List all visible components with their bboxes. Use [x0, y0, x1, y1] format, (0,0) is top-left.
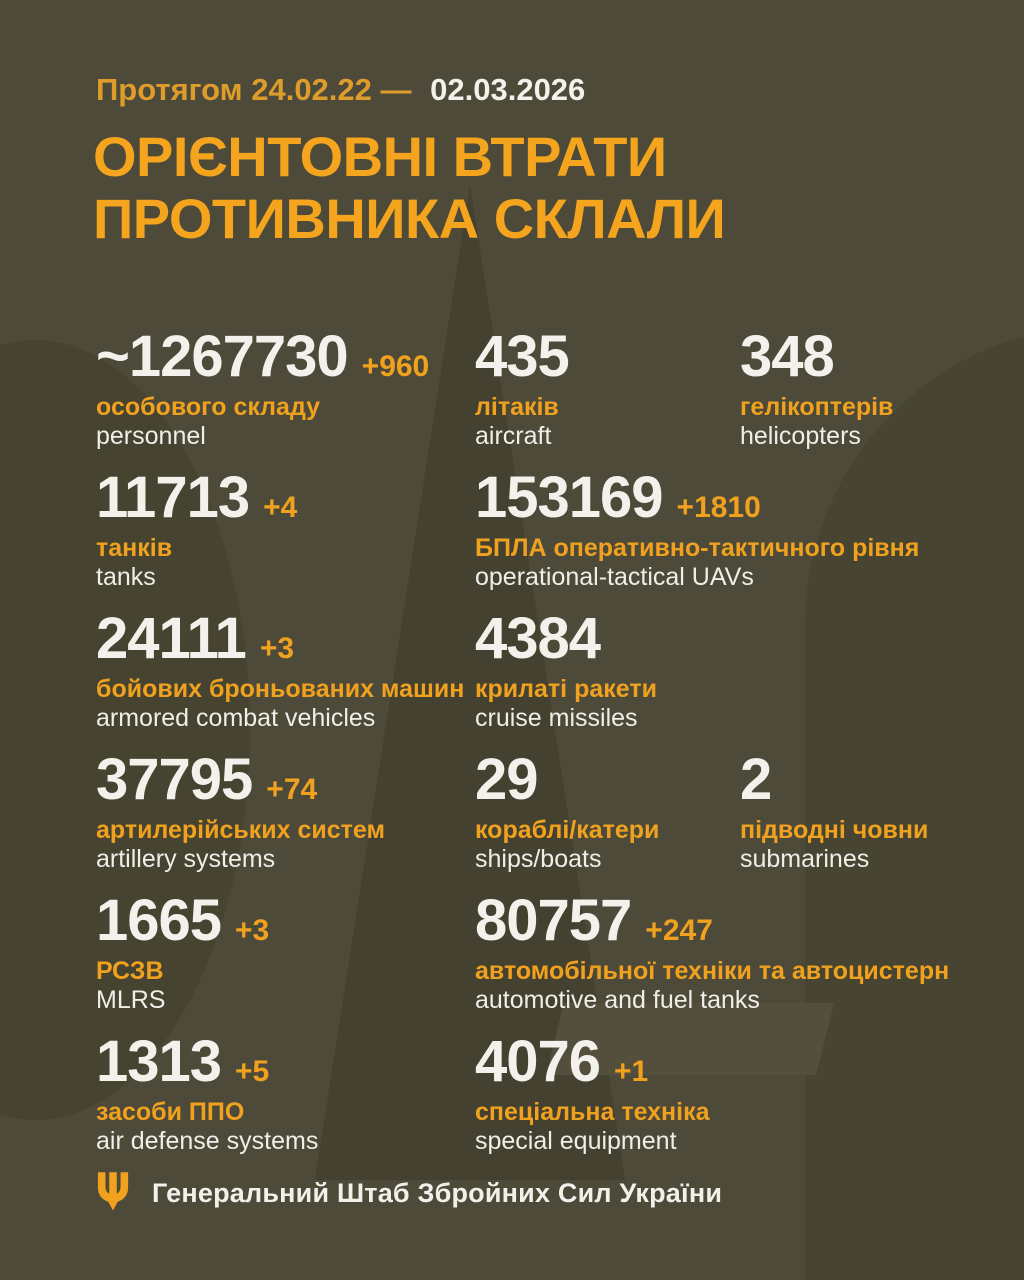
stats — [96, 324, 1024, 1173]
stat-delta: +74 — [266, 773, 318, 806]
stat-label-uk: автомобільної техніки та автоцистерн — [475, 957, 950, 986]
stat-label-en: submarines — [740, 845, 870, 874]
stat-label-uk: танків — [96, 534, 173, 563]
stat-label-en: tanks — [96, 563, 156, 592]
stat-delta: +5 — [235, 1055, 270, 1088]
stat-label-en: cruise missiles — [475, 704, 638, 733]
stat-label-uk: гелікоптерів — [740, 393, 894, 422]
stat-value: 4076 — [475, 1029, 601, 1094]
stat-label-uk: крилаті ракети — [475, 675, 657, 704]
stat-value: 348 — [740, 324, 834, 389]
footer-org-name: Генеральний Штаб Збройних Сил України — [152, 1177, 723, 1208]
stat-label-uk: засоби ППО — [96, 1098, 245, 1127]
stat-value: 24111 — [96, 606, 246, 671]
stat-value-line — [96, 1029, 475, 1094]
stat-block — [96, 465, 475, 592]
stat-value: 1313 — [96, 1029, 222, 1094]
date-range-current: 02.03.2026 — [430, 72, 586, 107]
stat-label-uk: підводні човни — [740, 816, 929, 845]
stat-label-uk: артилерійських систем — [96, 816, 385, 845]
stat-label-en: operational-tactical UAVs — [475, 563, 754, 592]
stat-label-en: armored combat vehicles — [96, 704, 376, 733]
stat-delta: +3 — [235, 914, 270, 947]
stat-value-line — [475, 324, 740, 389]
stat-row — [96, 888, 1024, 1032]
stat-value-line — [96, 747, 475, 812]
stat-delta: +3 — [259, 632, 295, 665]
page-title-line2: ПРОТИВНИКА СКЛАЛИ — [93, 187, 726, 250]
date-range — [96, 72, 585, 108]
stat-value: 153169 — [475, 465, 663, 530]
stat-value-line — [475, 465, 1024, 530]
stat-value-line — [740, 324, 1024, 389]
stat-value-line — [740, 747, 1024, 812]
stat-label-uk: літаків — [475, 393, 559, 422]
stat-value: 11713 — [96, 465, 250, 530]
stat-row — [96, 747, 1024, 891]
stat-label-en: artillery systems — [96, 845, 276, 874]
stat-label-en: aircraft — [475, 422, 552, 451]
stat-label-uk: кораблі/катери — [475, 816, 660, 845]
stat-block — [740, 747, 1024, 874]
date-range-prefix: Протягом 24.02.22 — — [96, 72, 412, 107]
stat-label-en: automotive and fuel tanks — [475, 986, 760, 1015]
stat-label-uk: спеціальна техніка — [475, 1098, 710, 1127]
stat-row — [96, 324, 1024, 468]
stat-label-uk: особового складу — [96, 393, 321, 422]
stat-block — [96, 747, 475, 874]
stat-block — [475, 747, 740, 874]
trident-icon — [96, 1172, 130, 1214]
stat-label-en: air defense systems — [96, 1127, 319, 1156]
stat-value: 29 — [475, 747, 538, 812]
stat-value: ~1267730 — [96, 324, 348, 389]
stat-row — [96, 1029, 1024, 1173]
stat-value: 435 — [475, 324, 569, 389]
stat-block — [475, 465, 1024, 592]
stat-value: 80757 — [475, 888, 632, 953]
stat-value: 4384 — [475, 606, 601, 671]
stat-block — [96, 324, 475, 451]
stat-value-line — [475, 606, 1024, 671]
stat-value: 37795 — [96, 747, 253, 812]
stat-delta: +4 — [263, 491, 298, 524]
stat-block — [96, 1029, 475, 1156]
stat-label-en: helicopters — [740, 422, 861, 451]
page-title — [93, 126, 725, 250]
stat-label-uk: БПЛА оперативно-тактичного рівня — [475, 534, 920, 563]
stat-row — [96, 606, 1024, 750]
stat-value-line — [96, 324, 475, 389]
footer — [96, 1172, 722, 1214]
stat-delta: +1810 — [676, 491, 761, 524]
stat-label-uk: бойових броньованих машин — [96, 675, 465, 704]
stat-delta: +247 — [645, 914, 713, 947]
stat-value: 1665 — [96, 888, 222, 953]
stat-block — [96, 888, 475, 1015]
stat-delta: +1 — [614, 1055, 649, 1088]
stat-label-uk: РСЗВ — [96, 957, 164, 986]
stat-value-line — [96, 888, 475, 953]
stat-label-en: special equipment — [475, 1127, 677, 1156]
stat-block — [475, 606, 1024, 733]
stat-row — [96, 465, 1024, 609]
stat-value: 2 — [740, 747, 772, 812]
stat-block — [475, 1029, 1024, 1156]
stat-block — [740, 324, 1024, 451]
stat-block — [475, 888, 1024, 1015]
stat-value-line — [475, 747, 740, 812]
stat-value-line — [96, 606, 475, 671]
stat-value-line — [475, 1029, 1024, 1094]
page-title-line1: ОРІЄНТОВНІ ВТРАТИ — [93, 125, 667, 188]
stat-block — [96, 606, 475, 733]
stat-label-en: MLRS — [96, 986, 166, 1015]
stat-value-line — [475, 888, 1024, 953]
stat-value-line — [96, 465, 475, 530]
stat-delta: +960 — [361, 350, 430, 383]
stat-label-en: personnel — [96, 422, 206, 451]
stat-label-en: ships/boats — [475, 845, 602, 874]
stat-block — [475, 324, 740, 451]
